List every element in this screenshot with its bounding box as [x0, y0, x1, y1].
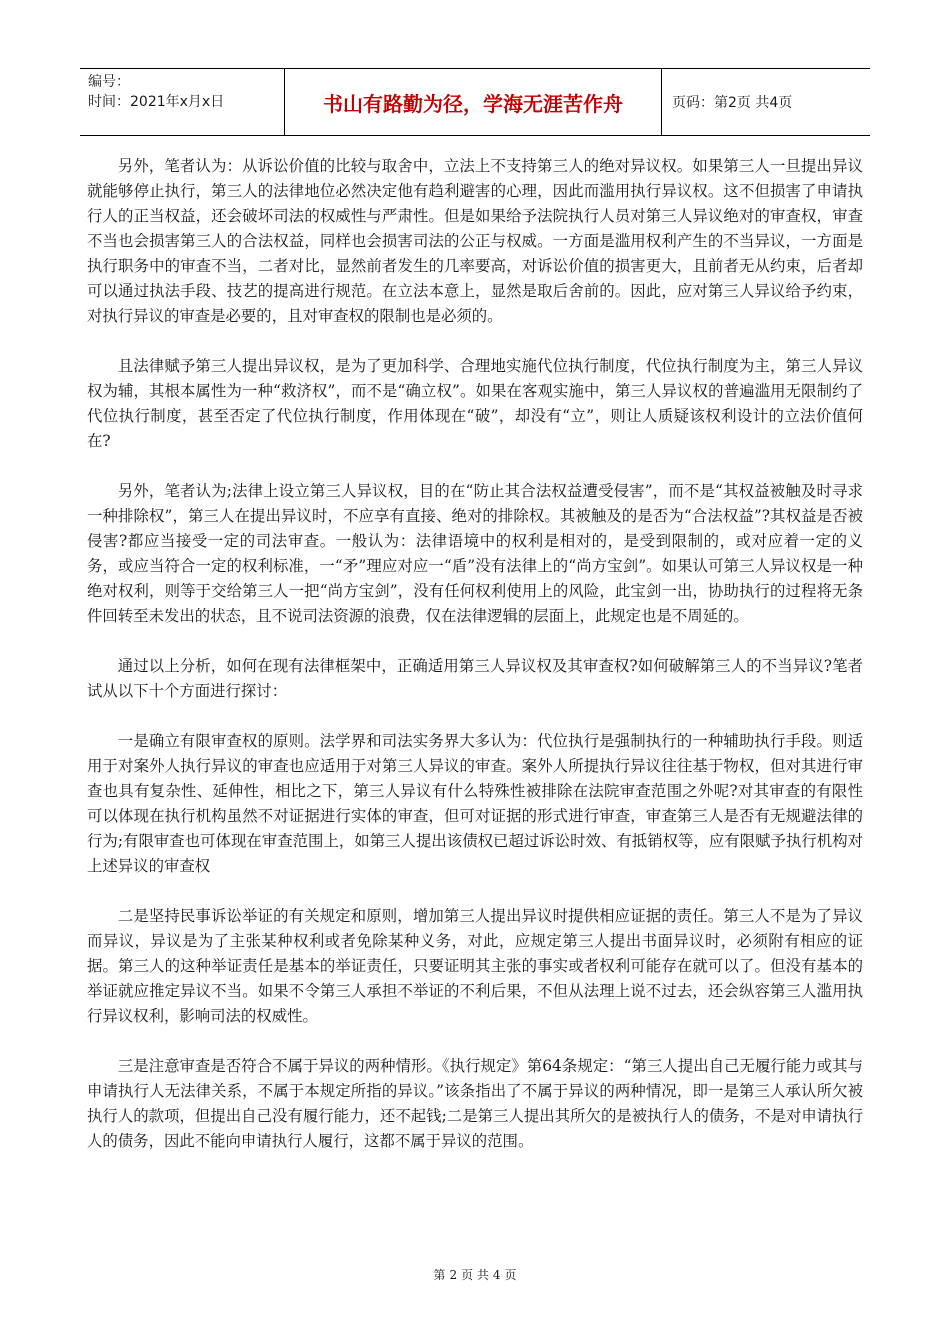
date-line: 时间：2021年x月x日 — [88, 94, 225, 110]
paragraph: 三是注意审查是否符合不属于异议的两种情形。《执行规定》第64条规定：“第三人提出自己无履行能力或其与申请执行人无法律关系，不属于本规定所指的异议。”该条指出了不属于异议的两种情况，即一是第三人承认所欠被执行人的款项，但提出自己没有履行能力，还不起钱;二是第三人提出其所欠的是被执行人的债务，不是对申请执行人的债务，因此不能向申请执行人履行，这都不属于异议的范围。 — [87, 1057, 863, 1150]
page-footer — [0, 1266, 950, 1283]
footer-middle: 页 共 — [461, 1268, 489, 1282]
header-page-info: 页码：第2页 共4页 — [672, 95, 793, 111]
header-meta — [80, 69, 285, 135]
footer-suffix: 页 — [504, 1268, 517, 1282]
paragraph: 且法律赋予第三人提出异议权，是为了更加科学、合理地实施代位执行制度，代位执行制度为主，第三人异议权为辅，其根本属性为一种“救济权”，而不是“确立权”。如果在客观实施中，第三人异议权的普遍滥用无限制约了代位执行制度，甚至否定了代位执行制度，作用体现在“破”，却没有“立”，则让人质疑该权利设计的立法价值何在? — [87, 357, 863, 450]
paragraph: 二是坚持民事诉讼举证的有关规定和原则，增加第三人提出异议时提供相应证据的责任。第三人不是为了异议而异议，异议是为了主张某种权利或者免除某种义务，对此，应规定第三人提出书面异议时，必须附有相应的证据。第三人的这种举证责任是基本的举证责任，只要证明其主张的事实或者权利可能存在就可以了。但没有基本的举证就应推定异议不当。如果不令第三人承担不举证的不利后果，不但从法理上说不过去，还会纵容第三人滥用执行异议权利，影响司法的权威性。 — [87, 907, 863, 1025]
paragraph: 另外，笔者认为;法律上设立第三人异议权，目的在“防止其合法权益遭受侵害”，而不是“其权益被触及时寻求一种排除权”，第三人在提出异议时，不应享有直接、绝对的排除权。其被触及的是否为“合法权益”?其权益是否被侵害?都应当接受一定的司法审查。一般认为：法律语境中的权利是相对的，是受到限制的，或对应着一定的义务，或应当符合一定的权利标准，一“矛”理应对应一“盾”没有法律上的“尚方宝剑”。如果认可第三人异议权是一种绝对权利，则等于交给第三人一把“尚方宝剑”，没有任何权利使用上的风险，此宝剑一出，协助执行的过程将无条件回转至未发出的状态，且不说司法资源的浪费，仅在法律逻辑的层面上，此规定也是不周延的。 — [87, 482, 863, 625]
footer-total-pages: 4 — [492, 1268, 501, 1282]
document-body — [87, 154, 863, 1179]
doc-number-label: 编号： — [88, 74, 130, 90]
document-header — [80, 68, 870, 136]
footer-prefix: 第 — [433, 1268, 446, 1282]
header-motto: 书山有路勤为径，学海无涯苦作舟 — [285, 69, 662, 135]
paragraph: 通过以上分析，如何在现有法律框架中，正确适用第三人异议权及其审查权?如何破解第三人的不当异议?笔者试从以下十个方面进行探讨： — [87, 657, 863, 700]
paragraph: 另外，笔者认为：从诉讼价值的比较与取舍中，立法上不支持第三人的绝对异议权。如果第三人一旦提出异议就能够停止执行，第三人的法律地位必然决定他有趋利避害的心理，因此而滥用执行异议权。这不但损害了申请执行人的正当权益，还会破坏司法的权威性与严肃性。但是如果给予法院执行人员对第三人异议绝对的审查权，审查不当也会损害第三人的合法权益，同样也会损害司法的公正与权威。一方面是滥用权利产生的不当异议，一方面是执行职务中的审查不当，二者对比，显然前者发生的几率要高，对诉讼价值的损害更大，且前者无从约束，后者却可以通过执法手段、技艺的提高进行规范。在立法本意上，显然是取后舍前的。因此，应对第三人异议给予约束，对执行异议的审查是必要的，且对审查权的限制也是必须的。 — [87, 157, 863, 325]
footer-page-number: 2 — [449, 1268, 458, 1282]
paragraph: 一是确立有限审查权的原则。法学界和司法实务界大多认为：代位执行是强制执行的一种辅助执行手段。则适用于对案外人执行异议的审查也应适用于对第三人异议的审查。案外人所提执行异议往往基于物权，但对其进行审查也具有复杂性、延伸性，相比之下，第三人异议有什么特殊性被排除在法院审查范围之外呢?对其审查的有限性可以体现在执行机构虽然不对证据进行实体的审查，但可对证据的形式进行审查，审查第三人是否有无规避法律的行为;有限审查也可体现在审查范围上，如第三人提出该债权已超过诉讼时效、有抵销权等，应有限赋予执行机构对上述异议的审查权 — [87, 732, 863, 875]
